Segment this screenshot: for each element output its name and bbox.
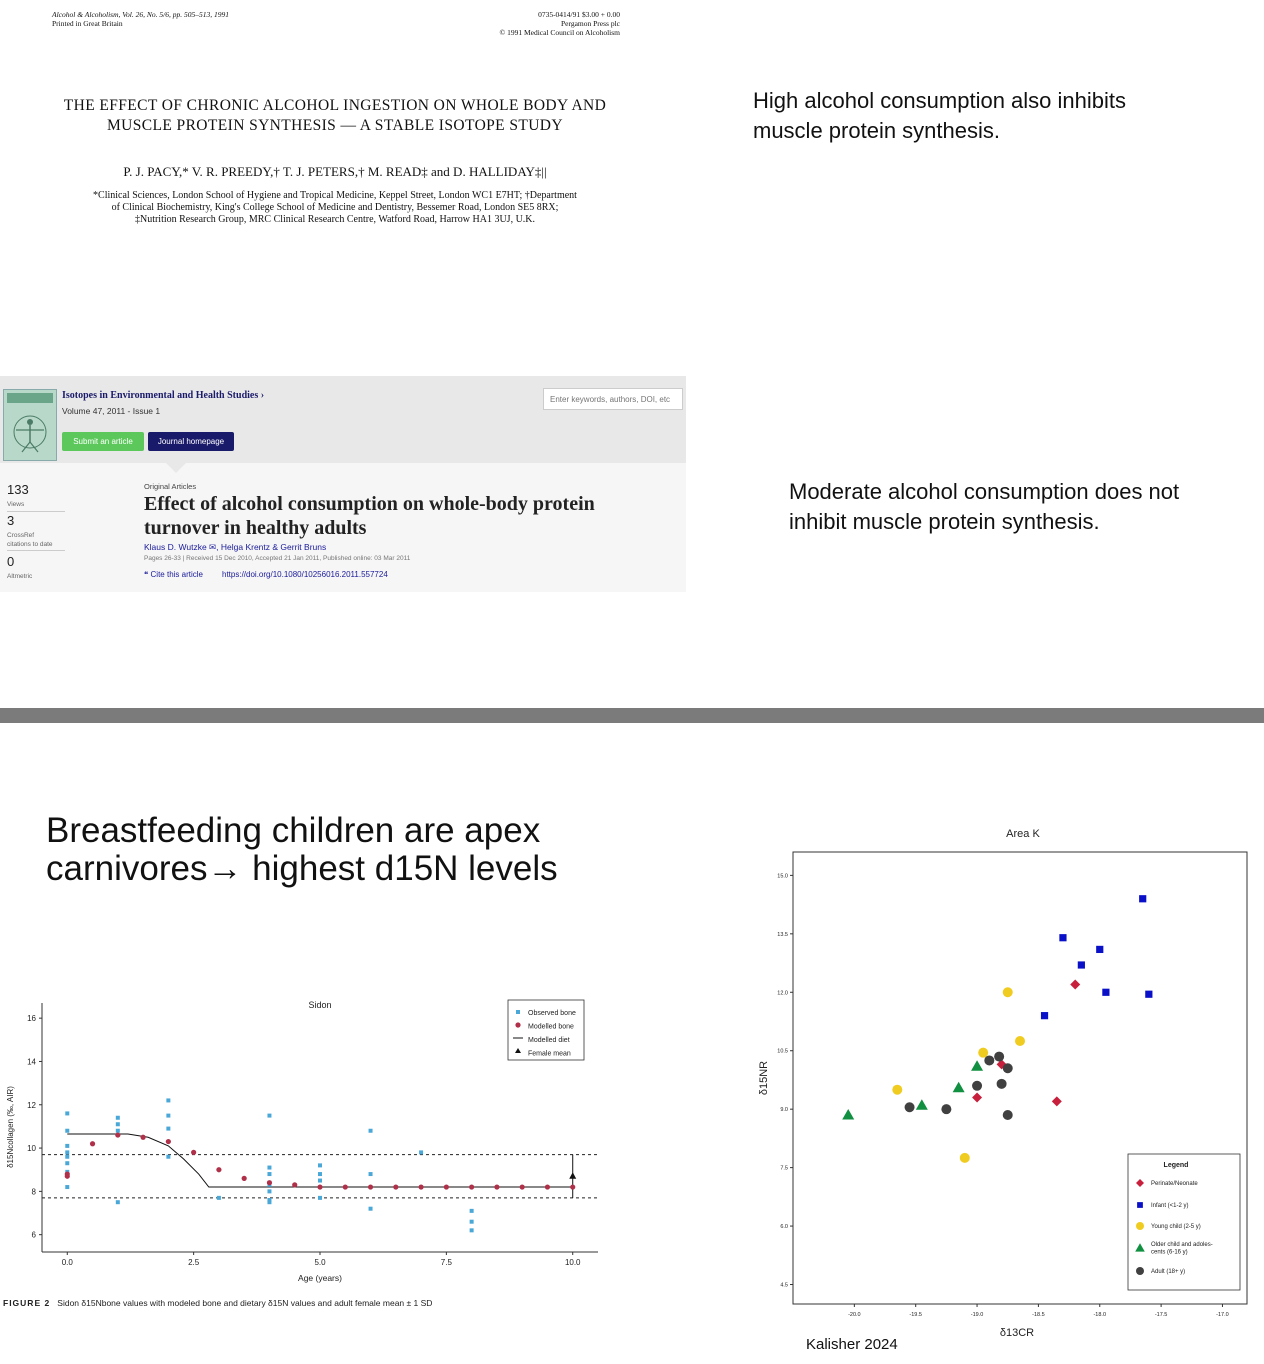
x-tick-label: 7.5 xyxy=(440,1258,452,1267)
legend-entry: Modelled bone xyxy=(528,1023,574,1031)
modelled-bone-point xyxy=(545,1184,550,1189)
x-tick-label: -17.5 xyxy=(1154,1312,1168,1318)
source-credit: Kalisher 2024 xyxy=(806,1336,898,1353)
legend-observed-key xyxy=(516,1010,520,1014)
x-tick-label: -19.0 xyxy=(970,1312,984,1318)
y-axis-label: δ15NR xyxy=(758,1060,770,1096)
paper1-affiliation-line2: of Clinical Biochemistry, King's College School of Medicine and Dentistry, Bessemer Road, London SE5 8RX; xyxy=(111,202,559,213)
crossref-count: 3 xyxy=(7,513,15,528)
modelled-bone-point xyxy=(494,1184,499,1189)
observed-bone-point xyxy=(166,1127,170,1131)
figure-caption xyxy=(3,1298,432,1308)
legend-modelled-key xyxy=(515,1022,520,1027)
observed-bone-point xyxy=(65,1185,69,1189)
x-axis-label: Age (years) xyxy=(298,1273,342,1283)
paper1-header-right-line3: © 1991 Medical Council on Alcoholism xyxy=(499,28,620,37)
modelled-bone-point xyxy=(166,1139,171,1144)
observed-bone-point xyxy=(318,1179,322,1183)
observed-bone-point xyxy=(470,1209,474,1213)
data-point xyxy=(1015,1036,1025,1046)
observed-bone-point xyxy=(116,1200,120,1204)
views-label: Views xyxy=(7,501,25,508)
observed-bone-point xyxy=(65,1161,69,1165)
section-divider xyxy=(0,708,1264,723)
headline-line1: Breastfeeding children are apex xyxy=(46,811,541,850)
data-point xyxy=(997,1079,1007,1089)
observed-bone-point xyxy=(267,1200,271,1204)
observed-bone-point xyxy=(369,1129,373,1133)
journal-homepage-button[interactable]: Journal homepage xyxy=(148,432,234,451)
modelled-bone-point xyxy=(393,1184,398,1189)
legend-key xyxy=(1137,1202,1143,1208)
paper1-header-right-line1: 0735-0414/91 $3.00 + 0.00 xyxy=(538,10,620,19)
legend-entry: Older child and adoles-cents (6-16 y) xyxy=(1151,1242,1213,1256)
data-point xyxy=(892,1085,902,1095)
legend-entry: Perinate/Neonate xyxy=(1151,1181,1198,1187)
data-point xyxy=(1003,987,1013,997)
metric-divider xyxy=(7,550,65,551)
x-tick-label: -18.0 xyxy=(1093,1312,1107,1318)
modelled-bone-point xyxy=(292,1182,297,1187)
x-tick-label: -18.5 xyxy=(1032,1312,1045,1318)
journal-header-bar xyxy=(0,376,686,463)
article-title: Effect of alcohol consumption on whole-body protein turnover in healthy adults xyxy=(144,493,595,539)
data-point xyxy=(1003,1063,1013,1073)
observed-bone-point xyxy=(65,1129,69,1133)
x-tick-label: 2.5 xyxy=(188,1258,200,1267)
legend-entry: Female mean xyxy=(528,1050,571,1058)
observed-bone-point xyxy=(470,1228,474,1232)
observed-bone-point xyxy=(65,1150,69,1154)
modelled-bone-point xyxy=(65,1174,70,1179)
paper1-journal-header xyxy=(52,10,229,28)
modelled-bone-point xyxy=(444,1184,449,1189)
data-point xyxy=(941,1104,951,1114)
y-axis-label: δ15Ncollagen (‰, AIR) xyxy=(6,1086,15,1168)
observed-bone-point xyxy=(166,1155,170,1159)
data-point xyxy=(953,1082,965,1093)
x-tick-label: -19.5 xyxy=(909,1312,922,1318)
observed-bone-point xyxy=(318,1172,322,1176)
y-tick-label: 13.5 xyxy=(777,931,788,938)
journal-article-snapshot xyxy=(0,376,686,592)
legend-key xyxy=(1136,1267,1144,1275)
y-tick-label: 10 xyxy=(27,1144,36,1154)
data-point xyxy=(1078,961,1085,968)
x-axis-label: δ13CR xyxy=(999,1327,1035,1339)
observed-bone-point xyxy=(116,1129,120,1133)
modelled-bone-point xyxy=(115,1132,120,1137)
female-mean-marker xyxy=(569,1172,576,1179)
modelled-bone-point xyxy=(520,1184,525,1189)
data-point xyxy=(984,1055,994,1065)
journal-name-link[interactable]: Isotopes in Environmental and Health Studies › xyxy=(62,390,265,401)
sidon-chart xyxy=(0,995,620,1295)
headline-line2: carnivores→ highest d15N levels xyxy=(46,849,558,888)
observed-bone-point xyxy=(267,1172,271,1176)
data-point xyxy=(842,1109,854,1120)
chart-title: Area K xyxy=(1006,828,1040,840)
modelled-bone-point xyxy=(418,1184,423,1189)
y-tick-label: 15.0 xyxy=(777,873,788,880)
paper1-authors: P. J. PACY,* V. R. PREEDY,† T. J. PETERS,† M. READ‡ and D. HALLIDAY‡|| xyxy=(123,164,547,179)
paper1-affiliation-line1: *Clinical Sciences, London School of Hygiene and Tropical Medicine, Keppel Street, London WC1 E7HT; †Department xyxy=(93,190,577,201)
data-point xyxy=(1139,895,1146,902)
modelled-bone-point xyxy=(140,1135,145,1140)
paper1-header-right-line2: Pergamon Press plc xyxy=(560,19,620,28)
journal-volume-link[interactable]: Volume 47, 2011 - Issue 1 xyxy=(62,406,161,416)
submit-article-button[interactable]: Submit an article xyxy=(62,432,144,451)
legend-entry: Observed bone xyxy=(528,1010,576,1017)
tab-pointer xyxy=(166,463,186,473)
article-type-label: Original Articles xyxy=(144,482,197,491)
data-point xyxy=(972,1081,982,1091)
paper1-header-left-line1: Alcohol & Alcoholism, Vol. 26, No. 5/6, pp. 505–513, 1991 xyxy=(52,10,229,19)
doi-link[interactable]: https://doi.org/10.1080/10256016.2011.557724 xyxy=(222,570,388,579)
breastfeeding-headline xyxy=(46,812,686,888)
observed-bone-point xyxy=(470,1220,474,1224)
y-tick-label: 7.5 xyxy=(780,1165,788,1172)
y-tick-label: 16 xyxy=(27,1014,36,1024)
data-point xyxy=(1096,946,1103,953)
data-point xyxy=(1070,979,1080,989)
vitruvian-cover-icon xyxy=(4,390,56,460)
data-point xyxy=(960,1153,970,1163)
views-count: 133 xyxy=(7,482,29,497)
data-point xyxy=(1145,991,1152,998)
observed-bone-point xyxy=(267,1166,271,1170)
modelled-bone-point xyxy=(570,1184,575,1189)
modelled-bone-point xyxy=(216,1167,221,1172)
legend-entry: Young child (2-5 y) xyxy=(1151,1224,1201,1230)
search-input[interactable] xyxy=(543,388,683,410)
chart-title: Sidon xyxy=(308,1000,332,1010)
crossref-sublabel: citations to date xyxy=(7,541,53,548)
data-point xyxy=(916,1099,928,1110)
data-point xyxy=(1052,1096,1062,1106)
modelled-bone-point xyxy=(90,1141,95,1146)
observed-bone-point xyxy=(116,1122,120,1126)
paper1-affiliation-line3: ‡Nutrition Research Group, MRC Clinical Research Centre, Watford Road, Harrow HA1 3UJ, U.K. xyxy=(134,214,536,225)
legend-entry: Adult (18+ y) xyxy=(1151,1269,1186,1275)
x-tick-label: 0.0 xyxy=(61,1258,73,1267)
modelled-bone-point xyxy=(242,1176,247,1181)
observed-bone-point xyxy=(369,1172,373,1176)
observed-bone-point xyxy=(419,1150,423,1154)
modelled-bone-point xyxy=(343,1184,348,1189)
observed-bone-point xyxy=(318,1196,322,1200)
x-tick-label: 10.0 xyxy=(564,1258,581,1267)
data-point xyxy=(905,1102,915,1112)
legend-entry: Modelled diet xyxy=(528,1037,570,1044)
legend-key xyxy=(1136,1222,1144,1230)
observed-bone-point xyxy=(267,1189,271,1193)
article-authors-links[interactable]: Klaus D. Wutzke ✉, Helga Krentz & Gerrit Bruns xyxy=(144,542,327,552)
y-tick-label: 10.5 xyxy=(777,1048,788,1055)
data-point xyxy=(971,1060,983,1071)
observed-bone-point xyxy=(369,1207,373,1211)
data-point xyxy=(1003,1110,1013,1120)
observed-bone-point xyxy=(166,1114,170,1118)
x-tick-label: -20.0 xyxy=(848,1312,861,1318)
observed-bone-point xyxy=(65,1155,69,1159)
data-point xyxy=(972,1092,982,1102)
modelled-bone-point xyxy=(267,1180,272,1185)
modelled-bone-point xyxy=(469,1184,474,1189)
modelled-bone-point xyxy=(191,1150,196,1155)
observed-bone-point xyxy=(116,1116,120,1120)
y-tick-label: 6.0 xyxy=(780,1224,788,1231)
paper1-affiliations xyxy=(40,190,630,226)
observed-bone-point xyxy=(267,1114,271,1118)
observed-bone-point xyxy=(65,1111,69,1115)
paper1-title: THE EFFECT OF CHRONIC ALCOHOL INGESTION ON WHOLE BODY AND MUSCLE PROTEIN SYNTHESIS — A STABLE ISOTOPE STUDY xyxy=(63,97,607,134)
data-point xyxy=(1059,934,1066,941)
note-moderate-alcohol: Moderate alcohol consumption does not inhibit muscle protein synthesis. xyxy=(789,479,1180,534)
x-tick-label: 5.0 xyxy=(314,1258,326,1267)
journal-cover-image[interactable] xyxy=(3,389,57,461)
crossref-label: CrossRef xyxy=(7,532,35,539)
cite-article-link[interactable]: ❝ Cite this article xyxy=(144,570,203,579)
x-tick-label: -17.0 xyxy=(1216,1312,1229,1318)
legend-entry: Infant (<1-2 y) xyxy=(1151,1203,1189,1209)
y-tick-label: 9.0 xyxy=(780,1107,788,1114)
y-tick-label: 8 xyxy=(31,1187,36,1197)
altmetric-label: Altmetric xyxy=(7,573,33,580)
y-tick-label: 14 xyxy=(27,1057,36,1067)
observed-bone-point xyxy=(166,1098,170,1102)
article-meta: Pages 26-33 | Received 15 Dec 2010, Accepted 21 Jan 2011, Published online: 03 Mar 2011 xyxy=(144,555,411,562)
modelled-bone-point xyxy=(317,1184,322,1189)
observed-bone-point xyxy=(318,1163,322,1167)
paper1-header-left-line2: Printed in Great Britain xyxy=(52,19,123,28)
area-k-chart xyxy=(745,818,1264,1343)
y-tick-label: 12 xyxy=(27,1100,36,1110)
data-point xyxy=(994,1052,1004,1062)
data-point xyxy=(1102,989,1109,996)
paper1-publisher-header xyxy=(420,10,620,37)
legend-title: Legend xyxy=(1163,1162,1189,1169)
observed-bone-point xyxy=(65,1144,69,1148)
figure-caption-label: FIGURE 2 xyxy=(3,1298,51,1308)
metric-divider xyxy=(7,511,65,512)
y-tick-label: 12.0 xyxy=(777,990,788,997)
data-point xyxy=(1041,1012,1048,1019)
y-tick-label: 4.5 xyxy=(780,1282,788,1289)
modelled-bone-point xyxy=(368,1184,373,1189)
altmetric-count: 0 xyxy=(7,554,15,569)
figure-caption-text: Sidon δ15Nbone values with modeled bone and dietary δ15N values and adult female mean ± 1 SD xyxy=(57,1298,433,1308)
note-high-alcohol: High alcohol consumption also inhibits muscle protein synthesis. xyxy=(753,88,1126,143)
data-point xyxy=(978,1048,988,1058)
y-tick-label: 6 xyxy=(31,1230,36,1240)
observed-bone-point xyxy=(217,1196,221,1200)
